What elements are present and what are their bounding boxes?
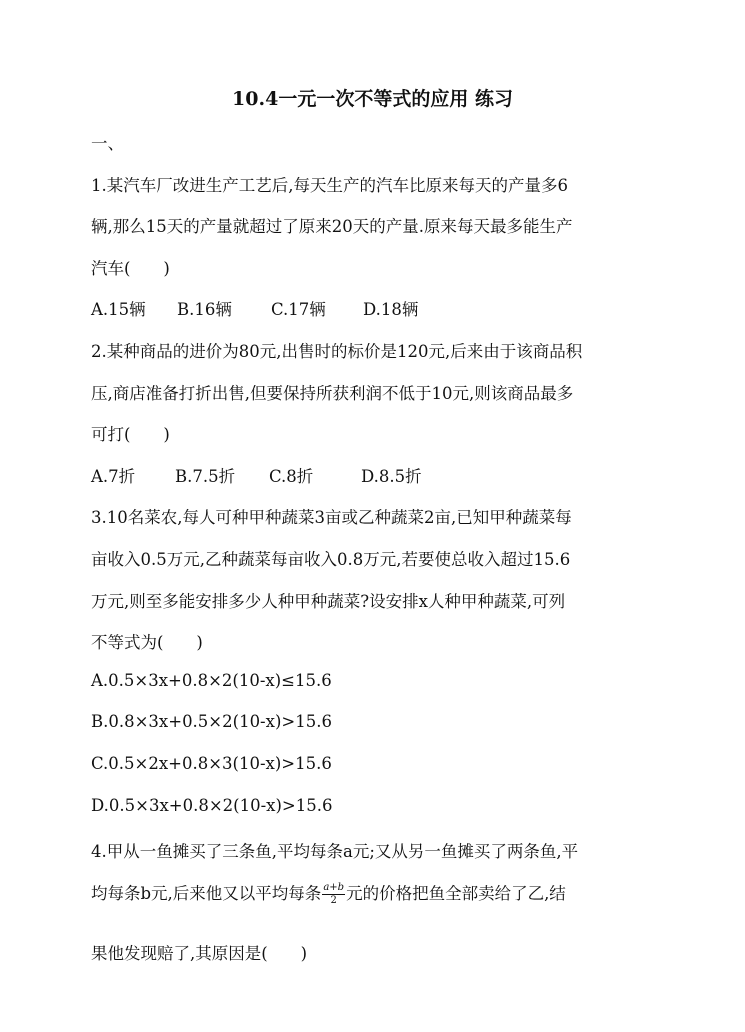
fraction [322, 882, 345, 907]
q2-option-d: D.8.5折 [361, 467, 422, 486]
q4-line-2 [91, 880, 566, 907]
q3-line-1: 3.10名菜农,每人可种甲种蔬菜3亩或乙种蔬菜2亩,已知甲种蔬菜每 [91, 508, 572, 527]
q2-option-b: B.7.5折 [175, 467, 236, 486]
fraction-denominator: 2 [330, 895, 337, 906]
q2-option-c: C.8折 [269, 467, 314, 486]
q3-line-2: 亩收入0.5万元,乙种蔬菜每亩收入0.8万元,若要使总收入超过15.6 [91, 550, 571, 569]
q1-option-a: A.15辆 [91, 300, 146, 319]
q1-option-b: B.16辆 [177, 300, 232, 319]
q3-line-4: 不等式为( ) [91, 633, 203, 652]
q4-line-2-before: 均每条b元,后来他又以平均每条 [91, 884, 322, 903]
q1-option-d: D.18辆 [363, 300, 419, 319]
page-title: 10.4一元一次不等式的应用 练习 [232, 88, 513, 110]
q3-option-c: C.0.5×2x+0.8×3(10-x)>15.6 [91, 754, 332, 773]
q3-option-a: A.0.5×3x+0.8×2(10-x)≤15.6 [91, 671, 332, 690]
section-label: 一、 [91, 134, 124, 153]
q2-options [91, 463, 422, 487]
q4-line-2-after: 元的价格把鱼全部卖给了乙,结 [346, 884, 566, 903]
fraction-numerator: a+b [323, 882, 345, 893]
q2-line-2: 压,商店准备打折出售,但要保持所获利润不低于10元,则该商品最多 [91, 384, 574, 403]
q3-line-3: 万元,则至多能安排多少人种甲种蔬菜?设安排x人种甲种蔬菜,可列 [91, 592, 566, 611]
q2-option-a: A.7折 [91, 467, 136, 486]
q2-line-1: 2.某种商品的进价为80元,出售时的标价是120元,后来由于该商品积 [91, 342, 583, 361]
q1-line-3: 汽车( ) [91, 259, 170, 278]
q4-line-1: 4.甲从一鱼摊买了三条鱼,平均每条a元;又从另一鱼摊买了两条鱼,平 [91, 842, 579, 861]
q2-line-3: 可打( ) [91, 425, 170, 444]
q1-option-c: C.17辆 [271, 300, 326, 319]
q3-option-d: D.0.5×3x+0.8×2(10-x)>15.6 [91, 796, 333, 815]
q1-options [91, 296, 418, 320]
q1-line-1: 1.某汽车厂改进生产工艺后,每天生产的汽车比原来每天的产量多6 [91, 176, 568, 195]
q3-option-b: B.0.8×3x+0.5×2(10-x)>15.6 [91, 712, 332, 731]
q1-line-2: 辆,那么15天的产量就超过了原来20天的产量.原来每天最多能生产 [91, 217, 573, 236]
q4-line-3: 果他发现赔了,其原因是( ) [91, 944, 308, 963]
